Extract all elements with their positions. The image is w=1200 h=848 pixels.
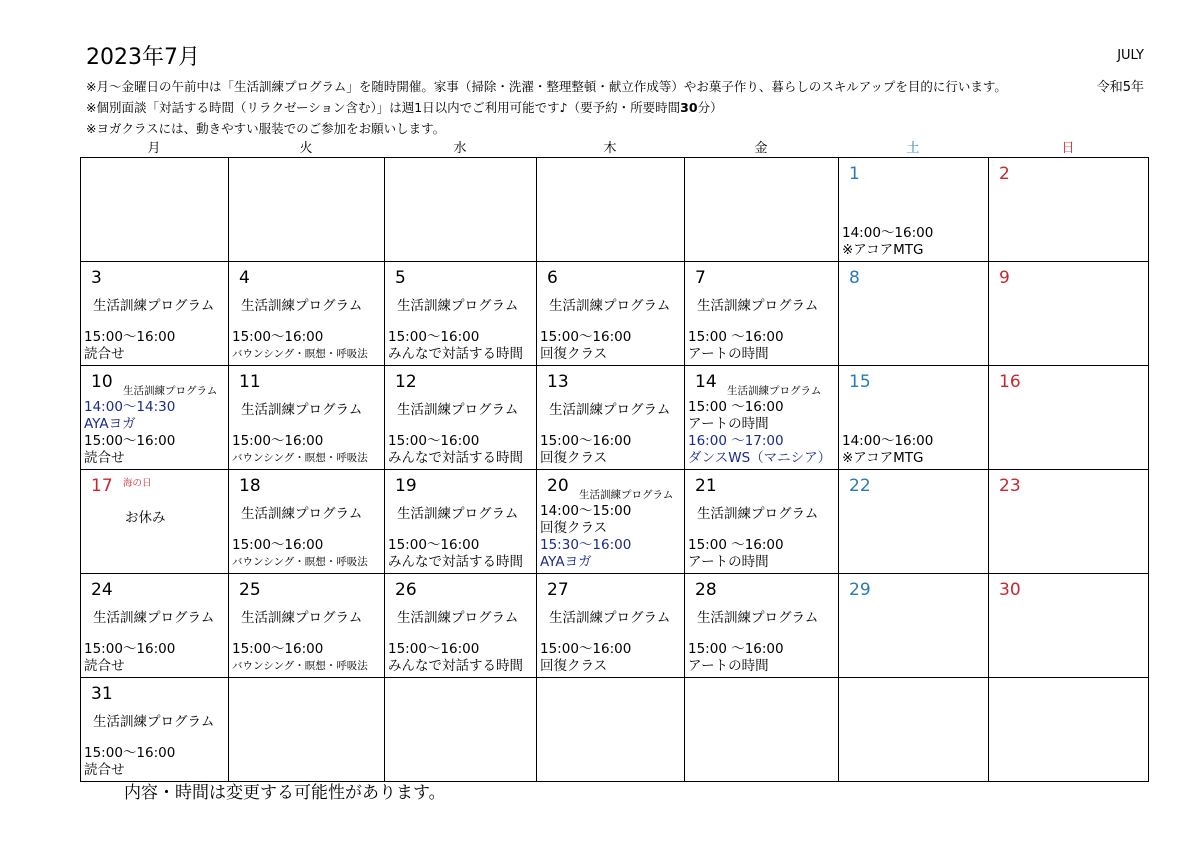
event-list: 15:00～16:00 回復クラス bbox=[540, 641, 632, 674]
empty-cell bbox=[537, 158, 685, 262]
day-cell bbox=[81, 262, 229, 366]
empty-cell bbox=[685, 158, 839, 262]
program-label: 生活訓練プログラム bbox=[697, 506, 819, 522]
weekday-sat: 土 bbox=[906, 141, 920, 156]
program-label: 生活訓練プログラム bbox=[697, 298, 819, 314]
empty-cell bbox=[989, 678, 1149, 782]
event-list: 15:00 ～16:00 アートの時間 bbox=[688, 641, 784, 674]
event-list: 14:00～15:00 回復クラス 15:30～16:00 AYAヨガ bbox=[540, 503, 632, 570]
day-cell bbox=[385, 470, 537, 574]
program-label: 生活訓練プログラム bbox=[123, 385, 218, 397]
day-number: 8 bbox=[849, 268, 860, 288]
day-cell bbox=[839, 158, 989, 262]
day-cell bbox=[685, 574, 839, 678]
day-cell bbox=[685, 470, 839, 574]
day-number: 26 bbox=[395, 580, 417, 600]
day-cell bbox=[385, 574, 537, 678]
day-number: 30 bbox=[999, 580, 1021, 600]
day-number: 13 bbox=[547, 372, 569, 392]
event-list: 15:00 ～16:00 アートの時間 16:00 ～17:00 ダンスWS（マニシア） bbox=[688, 399, 832, 466]
event-list: 15:00 ～16:00 アートの時間 bbox=[688, 329, 784, 362]
event-list: 15:00～16:00 みんなで対話する時間 bbox=[388, 433, 523, 466]
empty-cell bbox=[81, 158, 229, 262]
weekday-header bbox=[80, 137, 1148, 157]
day-cell bbox=[81, 366, 229, 470]
note-interview: ※個別面談「対話する時間（リラクゼーション含む）」は週1日以内でご利用可能です♪（要予約・所要時間30分） bbox=[86, 100, 723, 115]
day-cell bbox=[81, 574, 229, 678]
day-number: 14 bbox=[695, 372, 717, 392]
era-year: 令和5年 bbox=[1096, 80, 1144, 95]
day-cell bbox=[839, 574, 989, 678]
day-number: 1 bbox=[849, 164, 860, 184]
day-cell bbox=[839, 262, 989, 366]
empty-cell bbox=[229, 678, 385, 782]
week-row bbox=[81, 678, 1149, 782]
event-list: 15:00～16:00 バウンシング・瞑想・呼吸法 bbox=[232, 433, 368, 464]
event-list: 15:00～16:00 バウンシング・瞑想・呼吸法 bbox=[232, 329, 368, 360]
day-number: 5 bbox=[395, 268, 406, 288]
week-row bbox=[81, 366, 1149, 470]
program-label: 生活訓練プログラム bbox=[549, 402, 671, 418]
empty-cell bbox=[537, 678, 685, 782]
holiday-label: 海の日 bbox=[123, 478, 152, 489]
program-label: 生活訓練プログラム bbox=[397, 402, 519, 418]
program-label: 生活訓練プログラム bbox=[93, 714, 215, 730]
weekday-sun: 日 bbox=[1061, 141, 1075, 156]
day-cell bbox=[81, 470, 229, 574]
weekday-wed: 水 bbox=[453, 141, 467, 156]
day-number: 20 bbox=[547, 476, 569, 496]
day-number: 11 bbox=[239, 372, 261, 392]
program-label: 生活訓練プログラム bbox=[241, 298, 363, 314]
event-list: 15:00～16:00 回復クラス bbox=[540, 329, 632, 362]
footer-note: 内容・時間は変更する可能性があります。 bbox=[124, 783, 446, 803]
empty-cell bbox=[229, 158, 385, 262]
program-label: 生活訓練プログラム bbox=[549, 298, 671, 314]
program-label: 生活訓練プログラム bbox=[241, 402, 363, 418]
note-program: ※月～金曜日の午前中は「生活訓練プログラム」を随時開催。家事（掃除・洗濯・整理整頓・献立作成等）やお菓子作り、暮らしのスキルアップを目的に行います。 bbox=[86, 79, 1007, 94]
program-label: 生活訓練プログラム bbox=[241, 506, 363, 522]
program-label: 生活訓練プログラム bbox=[397, 610, 519, 626]
day-cell bbox=[537, 366, 685, 470]
day-cell bbox=[81, 678, 229, 782]
day-number: 25 bbox=[239, 580, 261, 600]
weekday-thu: 木 bbox=[603, 141, 617, 156]
event-list: 15:00～16:00 読合せ bbox=[84, 329, 176, 362]
day-number: 10 bbox=[91, 372, 113, 392]
day-number: 3 bbox=[91, 268, 102, 288]
day-cell bbox=[229, 262, 385, 366]
day-cell bbox=[989, 470, 1149, 574]
day-cell bbox=[229, 366, 385, 470]
day-number: 9 bbox=[999, 268, 1010, 288]
week-row bbox=[81, 470, 1149, 574]
event-list: 15:00～16:00 バウンシング・瞑想・呼吸法 bbox=[232, 537, 368, 568]
day-cell bbox=[229, 470, 385, 574]
day-number: 4 bbox=[239, 268, 250, 288]
page-title: 2023年7月 bbox=[86, 45, 200, 70]
day-number: 18 bbox=[239, 476, 261, 496]
day-number: 12 bbox=[395, 372, 417, 392]
program-label: 生活訓練プログラム bbox=[697, 610, 819, 626]
day-number: 6 bbox=[547, 268, 558, 288]
day-number: 22 bbox=[849, 476, 871, 496]
month-english: JULY bbox=[1117, 48, 1144, 63]
day-cell bbox=[385, 366, 537, 470]
day-number: 15 bbox=[849, 372, 871, 392]
event-list: 15:00～16:00 みんなで対話する時間 bbox=[388, 537, 523, 570]
event-list: 15:00～16:00 回復クラス bbox=[540, 433, 632, 466]
week-row bbox=[81, 158, 1149, 262]
day-number: 31 bbox=[91, 684, 113, 704]
day-cell bbox=[537, 262, 685, 366]
empty-cell bbox=[839, 678, 989, 782]
event-list: 15:00～16:00 みんなで対話する時間 bbox=[388, 641, 523, 674]
day-cell bbox=[537, 470, 685, 574]
day-number: 28 bbox=[695, 580, 717, 600]
program-label: 生活訓練プログラム bbox=[93, 298, 215, 314]
program-label: 生活訓練プログラム bbox=[579, 489, 674, 501]
day-cell bbox=[989, 366, 1149, 470]
weekday-mon: 月 bbox=[147, 141, 161, 156]
week-row bbox=[81, 262, 1149, 366]
day-number: 27 bbox=[547, 580, 569, 600]
day-number: 24 bbox=[91, 580, 113, 600]
day-cell bbox=[537, 574, 685, 678]
day-cell bbox=[839, 470, 989, 574]
program-label: 生活訓練プログラム bbox=[93, 610, 215, 626]
closed-label: お休み bbox=[125, 510, 166, 526]
day-number: 21 bbox=[695, 476, 717, 496]
day-cell bbox=[989, 574, 1149, 678]
event-list: 15:00～16:00 バウンシング・瞑想・呼吸法 bbox=[232, 641, 368, 672]
day-cell bbox=[685, 366, 839, 470]
day-number: 29 bbox=[849, 580, 871, 600]
day-cell bbox=[989, 158, 1149, 262]
event-list: 15:00～16:00 読合せ bbox=[84, 641, 176, 674]
calendar-grid bbox=[80, 157, 1149, 782]
weekday-tue: 火 bbox=[299, 141, 313, 156]
empty-cell bbox=[385, 158, 537, 262]
note-yoga: ※ヨガクラスには、動きやすい服装でのご参加をお願いします。 bbox=[86, 121, 446, 136]
day-cell bbox=[685, 262, 839, 366]
empty-cell bbox=[385, 678, 537, 782]
notes bbox=[86, 76, 1007, 139]
event-list: 15:00 ～16:00 アートの時間 bbox=[688, 537, 784, 570]
day-number: 23 bbox=[999, 476, 1021, 496]
week-row bbox=[81, 574, 1149, 678]
program-label: 生活訓練プログラム bbox=[241, 610, 363, 626]
day-cell bbox=[839, 366, 989, 470]
weekday-fri: 金 bbox=[754, 141, 768, 156]
day-number: 17 bbox=[91, 476, 113, 496]
day-number: 7 bbox=[695, 268, 706, 288]
program-label: 生活訓練プログラム bbox=[549, 610, 671, 626]
day-number: 19 bbox=[395, 476, 417, 496]
program-label: 生活訓練プログラム bbox=[397, 298, 519, 314]
program-label: 生活訓練プログラム bbox=[727, 385, 822, 397]
day-cell bbox=[385, 262, 537, 366]
event-list: 14:00～16:00 ※アコアMTG bbox=[842, 225, 934, 258]
event-list: 15:00～16:00 読合せ bbox=[84, 745, 176, 778]
day-cell bbox=[229, 574, 385, 678]
day-cell bbox=[989, 262, 1149, 366]
event-list: 15:00～16:00 みんなで対話する時間 bbox=[388, 329, 523, 362]
event-list: 14:00～16:00 ※アコアMTG bbox=[842, 433, 934, 466]
empty-cell bbox=[685, 678, 839, 782]
program-label: 生活訓練プログラム bbox=[397, 506, 519, 522]
event-list: 14:00～14:30 AYAヨガ 15:00～16:00 読合せ bbox=[84, 399, 176, 466]
day-number: 16 bbox=[999, 372, 1021, 392]
day-number: 2 bbox=[999, 164, 1010, 184]
